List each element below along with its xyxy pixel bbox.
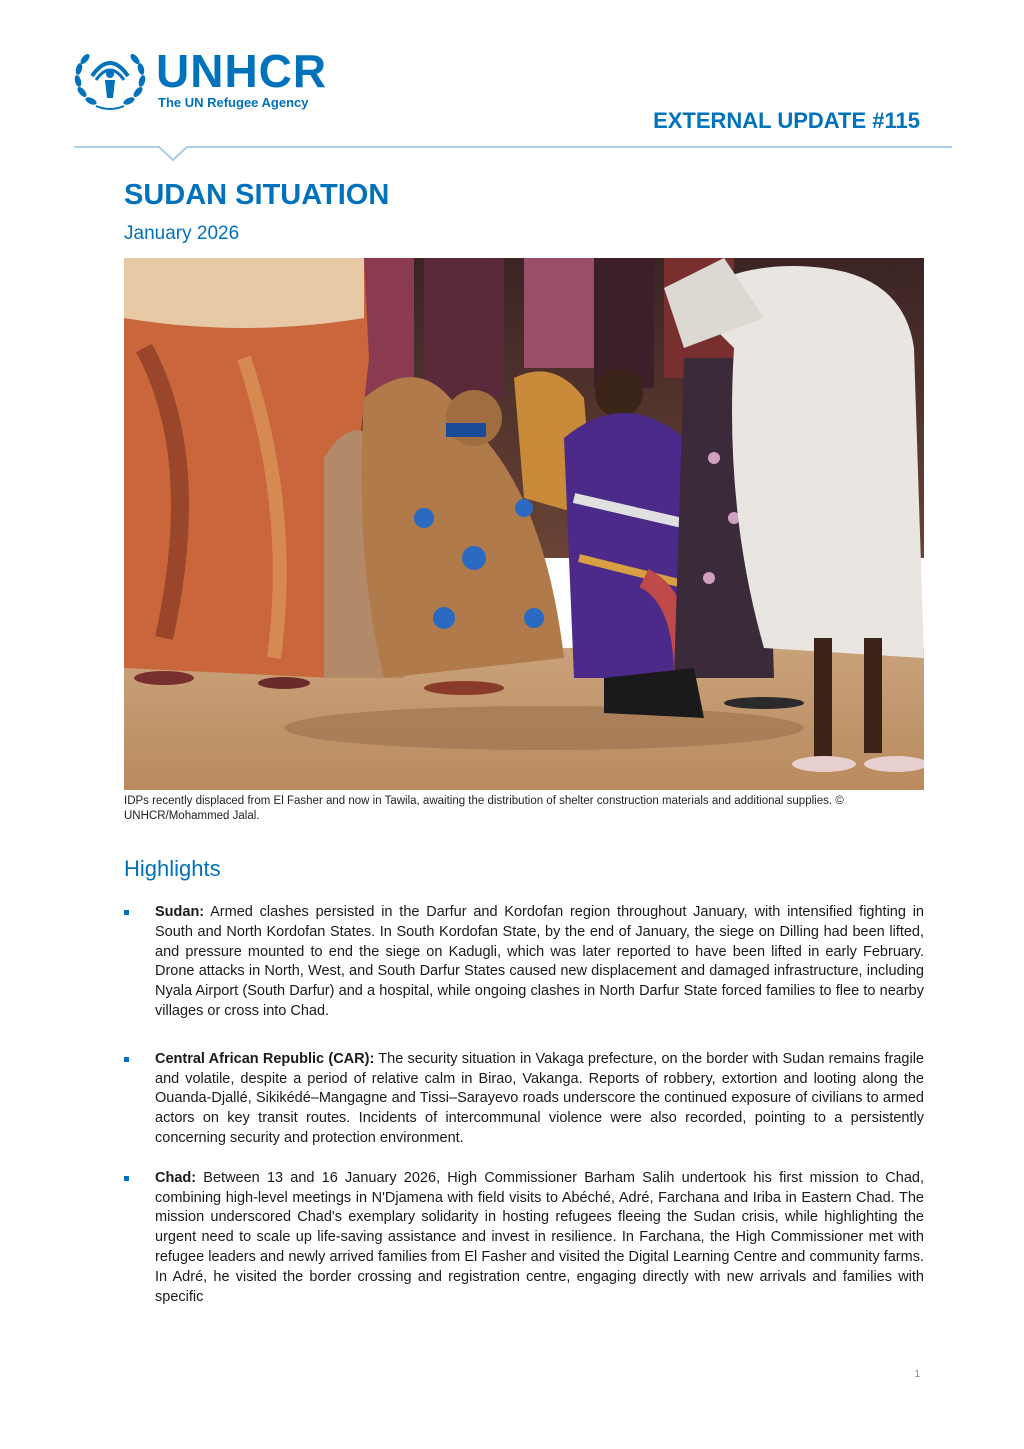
highlight-text: Between 13 and 16 January 2026, High Commissioner Barham Salih undertook his first mission to Chad, combining high-level meetings in N'Djamena with field visits to Abéché, Adré, Farchana and Iriba in Eastern Chad. The mission underscored Chad's exemplary solidarity in hosting refugees fleeing the Sudan crisis, while highlighting the urgent need to scale up life-saving assistance and invest in resilience. In Farchana, the High Commissioner met with refugee leaders and newly arrived families from El Fasher and visited the Digital Learning Centre and community farms. In Adré, he visited the border crossing and registration centre, engaging directly with new arrivals and families with specific	[155, 1169, 924, 1305]
bullet-icon	[124, 1176, 129, 1181]
cover-photo	[124, 258, 924, 790]
report-date: January 2026	[124, 223, 240, 244]
page-title: SUDAN SITUATION	[124, 179, 390, 211]
highlight-label: Central African Republic (CAR):	[155, 1050, 375, 1067]
unhcr-logo	[72, 46, 372, 116]
photo-caption: IDPs recently displaced from El Fasher and now in Tawila, awaiting the distribution of shelter construction materials and additional supplies. © UNHCR/Mohammed Jalal.	[124, 795, 844, 822]
highlight-label: Sudan:	[155, 904, 205, 920]
logo-wordmark: UNHCR	[156, 45, 328, 97]
highlight-item-car	[124, 1050, 924, 1149]
header-divider	[74, 146, 952, 148]
cover-photo-illustration	[124, 258, 924, 790]
highlights-list	[124, 903, 924, 1327]
unhcr-emblem-icon	[72, 46, 148, 112]
highlight-item-sudan	[124, 903, 924, 1022]
highlight-text: The security situation in Vakaga prefecture, on the border with Sudan remains fragile and volatile, despite a period of relative calm in Birao, Vakanga. Reports of robbery, extortion and looting along the Ouanda-Djallé, Sikikédé–Mangagne and Tissi–Sarayevo roads underscore the continued exposure of civilians to armed actors on key transit routes. Incidents of intercommunal violence were also recorded, pointing to a persistently concerning security and protection environment.	[155, 1050, 924, 1146]
highlight-text: Armed clashes persisted in the Darfur and Kordofan region throughout January, with intensified fighting in South and North Kordofan States. In South Kordofan State, by the end of January, the siege on Dilling had been lifted, and pressure mounted to end the siege on Kadugli, which was later reported to have been lifted in early February. Drone attacks in North, West, and South Darfur States caused new displacement and damaged infrastructure, including Nyala Airport (South Darfur) and a hospital, while ongoing clashes in North Darfur State forced families to flee to nearby villages or cross into Chad.	[155, 904, 924, 1019]
highlights-heading: Highlights	[124, 856, 221, 881]
divider-notch-icon	[158, 146, 188, 162]
page-number: 1	[914, 1369, 920, 1380]
highlight-item-chad	[124, 1169, 924, 1308]
bullet-icon	[124, 1057, 129, 1062]
highlight-label: Chad:	[155, 1169, 197, 1186]
update-number-label: EXTERNAL UPDATE #115	[653, 108, 920, 133]
bullet-icon	[124, 910, 129, 915]
logo-tagline: The UN Refugee Agency	[158, 95, 309, 110]
